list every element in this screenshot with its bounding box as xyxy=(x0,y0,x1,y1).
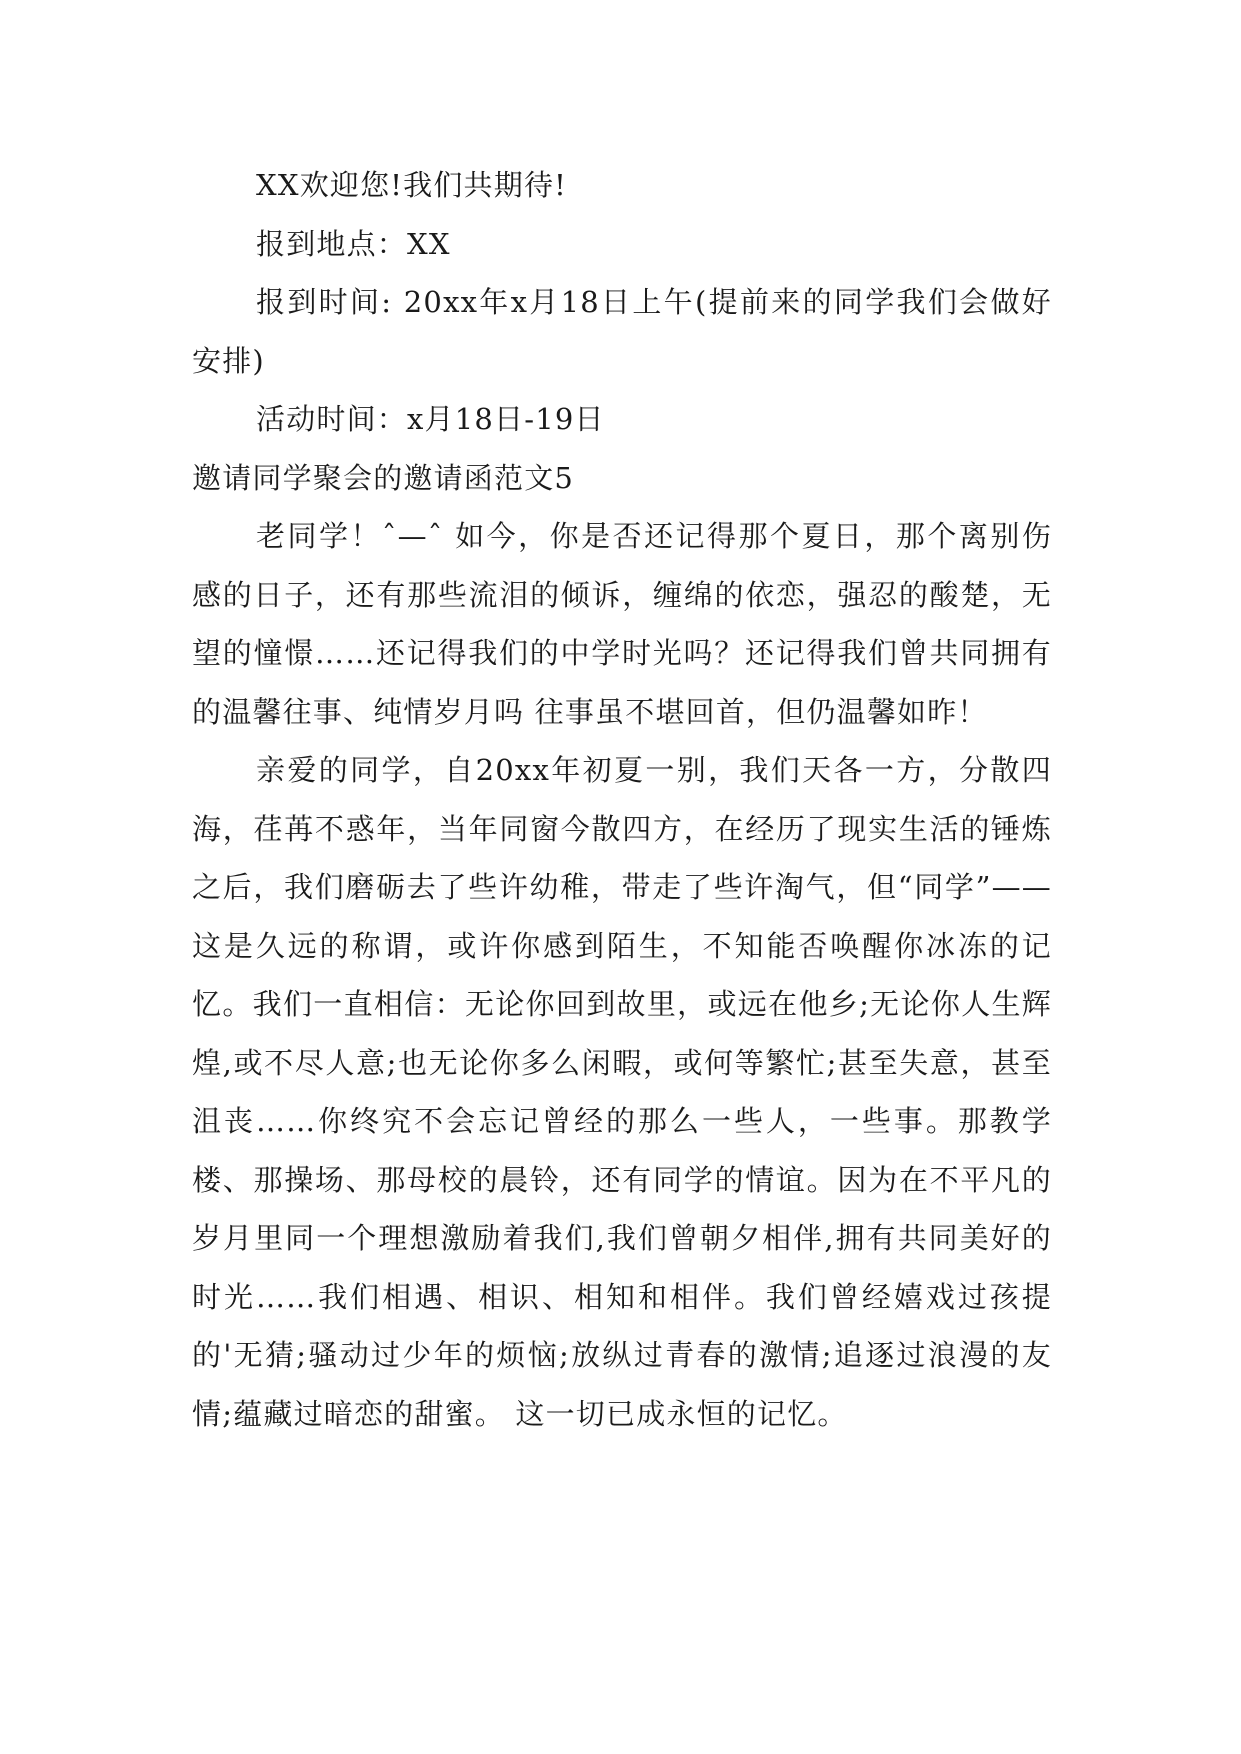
body-paragraph-2: 亲爱的同学，自20xx年初夏一别，我们天各一方，分散四海，荏苒不惑年，当年同窗今散四方，在经历了现实生活的锤炼之后，我们磨砺去了些许幼稚，带走了些许淘气，但“同学”——这是久远的称谓，或许你感到陌生，不知能否唤醒你冰冻的记忆。我们一直相信：无论你回到故里，或远在他乡;无论你人生辉煌,或不尽人意;也无论你多么闲暇，或何等繁忙;甚至失意，甚至沮丧……你终究不会忘记曾经的那么一些人，一些事。那教学楼、那操场、那母校的晨铃，还有同学的情谊。因为在不平凡的岁月里同一个理想激励着我们,我们曾朝夕相伴,拥有共同美好的时光……我们相遇、相识、相知和相伴。我们曾经嬉戏过孩提的'无猜;骚动过少年的烦恼;放纵过青春的激情;追逐过浪漫的友情;蕴藏过暗恋的甜蜜。 这一切已成永恒的记忆。 xyxy=(192,753,1052,1431)
section-heading: 邀请同学聚会的邀请函范文5 xyxy=(192,460,575,495)
document-content xyxy=(192,156,1052,1443)
welcome-paragraph: XX欢迎您!我们共期待! xyxy=(256,168,567,202)
body-paragraph-1: 老同学！ˆ—ˆ 如今，你是否还记得那个夏日，那个离别伤感的日子，还有那些流泪的倾诉，缠绵的依恋，强忍的酸楚，无望的憧憬……还记得我们的中学时光吗？还记得我们曾共同拥有的温馨往事、纯情岁月吗 往事虽不堪回首，但仍温馨如昨！ xyxy=(192,519,1052,729)
report-time-paragraph: 报到时间: 20xx年x月18日上午(提前来的同学我们会做好安排) xyxy=(192,285,1052,378)
location-paragraph: 报到地点：XX xyxy=(256,226,451,261)
activity-time-paragraph: 活动时间：x月18日-19日 xyxy=(256,402,605,436)
